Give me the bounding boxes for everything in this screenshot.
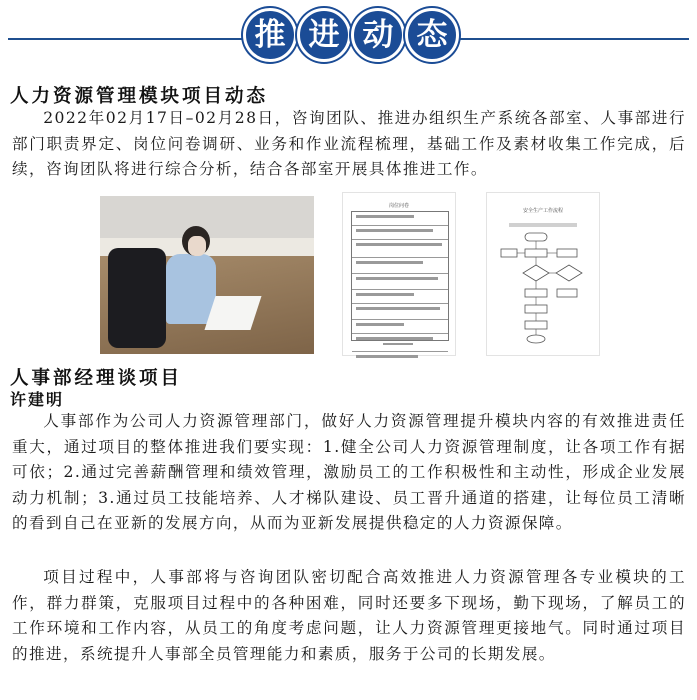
photo-person-body [166, 254, 216, 324]
person-writing-photo [100, 196, 314, 354]
banner-char-1: 推 [243, 8, 297, 62]
banner-char-2: 进 [297, 8, 351, 62]
section1-paragraph: 2022年02月17日–02月28日，咨询团队、推进办组织生产系统各部室、人事部进行部门职责界定、岗位问卷调研、业务和作业流程梳理，基础工作及素材收集工作完成，后续，咨询团队将进行综合分析，结合各部室开展具体推进工作。 [12, 109, 686, 178]
section2-title: 人事部经理谈项目 [10, 368, 183, 389]
section2-paragraph-2: 项目过程中，人事部将与咨询团队密切配合高效推进人力资源管理各专业模块的工作，群力群策，克服项目过程中的各种困难，同时还要多下现场，勤下现场，了解员工的工作环境和工作内容，从员工的角度考虑问题，让人力资源管理更接地气。同时通过项目的推进，系统提升人事部全员管理能力和素质，服务于公司的长期发展。 [12, 568, 686, 663]
doc1-title: 岗位问卷 [388, 203, 409, 209]
banner-char-3: 动 [351, 8, 405, 62]
section1-title: 人力资源管理模块项目动态 [10, 86, 269, 107]
photo-person-face [188, 236, 206, 256]
flowchart-graphic [487, 193, 599, 355]
page-header-banner [0, 0, 697, 78]
section2-author: 许建明 [10, 390, 65, 409]
questionnaire-document-image [342, 192, 456, 356]
banner-char-4: 态 [405, 8, 459, 62]
section2-paragraph-1: 人事部作为公司人力资源管理部门，做好人力资源管理提升模块内容的有效推进责任重大，通过项目的整体推进我们要实现：1.健全公司人力资源管理制度，让各项工作有据可依；2.通过完善薪酬管理和绩效管理，激励员工的工作积极性和主动性，形成企业发展动力机制；3.通过员工技能培养、人才梯队建设、员工晋升通道的搭建，让每位员工清晰的看到自己在亚新的发展方向，从而为亚新发展提供稳定的人力资源保障。 [12, 412, 686, 532]
doc1-table [351, 211, 449, 341]
doc1-signature [383, 343, 413, 345]
doc2-title: 安全生产工作流程 [522, 208, 563, 214]
flowchart-document-image [486, 192, 600, 356]
